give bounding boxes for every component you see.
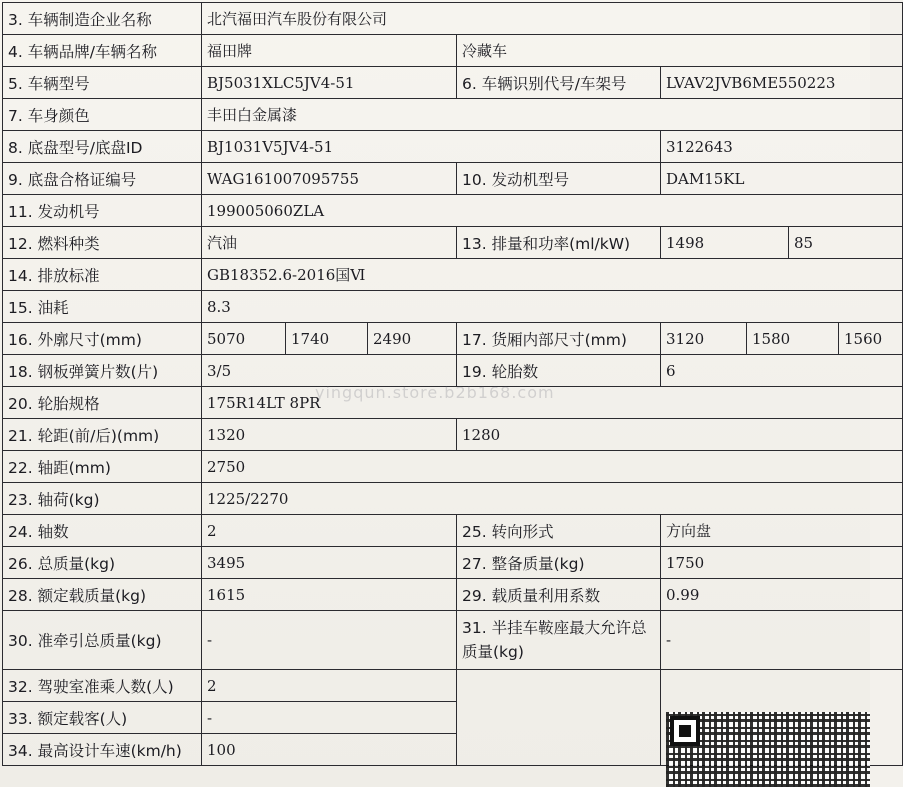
value-rated-load: 1615 xyxy=(202,579,457,611)
label-tire-count: 19. 轮胎数 xyxy=(457,355,661,387)
value-track-rear: 1280 xyxy=(457,419,903,451)
table-row xyxy=(3,67,903,99)
label-brand-name: 4. 车辆品牌/车辆名称 xyxy=(3,35,202,67)
table-row xyxy=(3,515,903,547)
watermark: yingqun.store.b2b168.com xyxy=(315,383,555,402)
table-row xyxy=(3,483,903,515)
label-towing-mass: 30. 准牵引总质量(kg) xyxy=(3,611,202,670)
label-model: 5. 车辆型号 xyxy=(3,67,202,99)
value-steering: 方向盘 xyxy=(661,515,903,547)
value-fuel: 汽油 xyxy=(202,227,457,259)
value-saddle-mass: - xyxy=(661,611,903,670)
value-engine-number: 199005060ZLA xyxy=(202,195,903,227)
label-rated-load: 28. 额定载质量(kg) xyxy=(3,579,202,611)
label-vin: 6. 车辆识别代号/车架号 xyxy=(457,67,661,99)
table-row xyxy=(3,451,903,483)
table-row xyxy=(3,3,903,35)
value-chassis-cert: WAG161007095755 xyxy=(202,163,457,195)
vehicle-certificate-table xyxy=(2,2,903,766)
label-track: 21. 轮距(前/后)(mm) xyxy=(3,419,202,451)
table-row xyxy=(3,611,903,670)
label-rated-passengers: 33. 额定载客(人) xyxy=(3,702,202,734)
label-gross-mass: 26. 总质量(kg) xyxy=(3,547,202,579)
value-cargo-width: 1580 xyxy=(747,323,839,355)
value-cargo-length: 3120 xyxy=(661,323,747,355)
table-row xyxy=(3,355,903,387)
label-load-factor: 29. 载质量利用系数 xyxy=(457,579,661,611)
label-chassis: 8. 底盘型号/底盘ID xyxy=(3,131,202,163)
value-manufacturer: 北汽福田汽车股份有限公司 xyxy=(202,3,903,35)
label-curb-mass: 27. 整备质量(kg) xyxy=(457,547,661,579)
table-row xyxy=(3,259,903,291)
label-cargo-dimensions: 17. 货厢内部尺寸(mm) xyxy=(457,323,661,355)
label-engine-model: 10. 发动机型号 xyxy=(457,163,661,195)
label-max-speed: 34. 最高设计车速(km/h) xyxy=(3,734,202,766)
label-saddle-mass: 31. 半挂车鞍座最大允许总质量(kg) xyxy=(457,611,661,670)
value-gross-mass: 3495 xyxy=(202,547,457,579)
value-curb-mass: 1750 xyxy=(661,547,903,579)
value-tire-spec: 175R14LT 8PR xyxy=(202,387,903,419)
value-vehicle-name: 冷藏车 xyxy=(457,35,903,67)
qr-finder-pattern xyxy=(670,716,700,746)
label-chassis-cert: 9. 底盘合格证编号 xyxy=(3,163,202,195)
table-row xyxy=(3,227,903,259)
value-outer-height: 2490 xyxy=(368,323,457,355)
value-engine-model: DAM15KL xyxy=(661,163,903,195)
label-wheelbase: 22. 轴距(mm) xyxy=(3,451,202,483)
value-towing-mass: - xyxy=(202,611,457,670)
blank-cell xyxy=(457,670,661,766)
label-fuel: 12. 燃料种类 xyxy=(3,227,202,259)
label-leaf-springs: 18. 钢板弹簧片数(片) xyxy=(3,355,202,387)
value-vin: LVAV2JVB6ME550223 xyxy=(661,67,903,99)
label-axle-count: 24. 轴数 xyxy=(3,515,202,547)
table-row xyxy=(3,670,903,702)
label-engine-number: 11. 发动机号 xyxy=(3,195,202,227)
table-row xyxy=(3,419,903,451)
value-cargo-height: 1560 xyxy=(839,323,903,355)
value-load-factor: 0.99 xyxy=(661,579,903,611)
table-row xyxy=(3,579,903,611)
label-cab-seats: 32. 驾驶室准乘人数(人) xyxy=(3,670,202,702)
table-row xyxy=(3,99,903,131)
value-cab-seats: 2 xyxy=(202,670,457,702)
value-fuel-consumption: 8.3 xyxy=(202,291,903,323)
value-outer-length: 5070 xyxy=(202,323,286,355)
table-row xyxy=(3,547,903,579)
label-emission: 14. 排放标准 xyxy=(3,259,202,291)
value-leaf-springs: 3/5 xyxy=(202,355,457,387)
table-row xyxy=(3,387,903,419)
label-tire-spec: 20. 轮胎规格 xyxy=(3,387,202,419)
label-axle-load: 23. 轴荷(kg) xyxy=(3,483,202,515)
label-outer-dimensions: 16. 外廓尺寸(mm) xyxy=(3,323,202,355)
label-displacement-power: 13. 排量和功率(ml/kW) xyxy=(457,227,661,259)
table-row xyxy=(3,323,903,355)
value-chassis-id: 3122643 xyxy=(661,131,903,163)
label-fuel-consumption: 15. 油耗 xyxy=(3,291,202,323)
value-displacement: 1498 xyxy=(661,227,789,259)
value-rated-passengers: - xyxy=(202,702,457,734)
table-row xyxy=(3,291,903,323)
value-max-speed: 100 xyxy=(202,734,457,766)
value-wheelbase: 2750 xyxy=(202,451,903,483)
value-chassis-model: BJ1031V5JV4-51 xyxy=(202,131,661,163)
value-brand: 福田牌 xyxy=(202,35,457,67)
value-model: BJ5031XLC5JV4-51 xyxy=(202,67,457,99)
value-power: 85 xyxy=(789,227,903,259)
label-steering: 25. 转向形式 xyxy=(457,515,661,547)
value-outer-width: 1740 xyxy=(286,323,368,355)
value-axle-count: 2 xyxy=(202,515,457,547)
label-manufacturer: 3. 车辆制造企业名称 xyxy=(3,3,202,35)
value-body-color: 丰田白金属漆 xyxy=(202,99,903,131)
table-row xyxy=(3,195,903,227)
value-tire-count: 6 xyxy=(661,355,903,387)
value-emission: GB18352.6-2016国Ⅵ xyxy=(202,259,903,291)
table-row xyxy=(3,131,903,163)
label-body-color: 7. 车身颜色 xyxy=(3,99,202,131)
value-axle-load: 1225/2270 xyxy=(202,483,903,515)
table-row xyxy=(3,35,903,67)
value-track-front: 1320 xyxy=(202,419,457,451)
table-row xyxy=(3,163,903,195)
